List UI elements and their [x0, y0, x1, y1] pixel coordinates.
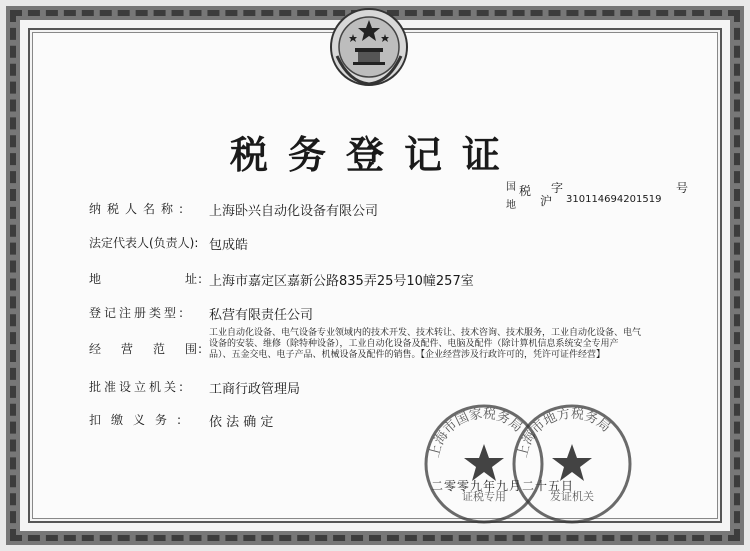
approval-value: 工商行政管理局 — [209, 382, 301, 397]
scope-line: 品）、五金交电、电子产品、机械设备及配件的销售。【企业经营涉及行政许可的，凭许可证件经营】 — [209, 350, 606, 360]
approval-label: 批准设立机关: — [89, 380, 187, 394]
scope-line: 工业自动化设备、电气设备专业领域内的技术开发、技术转让、技术咨询、技术服务，工业自动化设备、电气 — [209, 328, 642, 338]
business-scope-text — [209, 328, 709, 361]
local-tax-seal-center-text: 发证机关 — [550, 490, 594, 503]
duty-value: 依 法 确 定 — [209, 415, 274, 430]
star-icon — [464, 444, 504, 481]
reg-char-zi: 字 — [551, 181, 564, 195]
reg-prefix-guo: 国 — [506, 182, 516, 193]
reg-type-label: 登记注册类型: — [89, 306, 187, 320]
tax-certificate — [6, 6, 744, 545]
scope-label-4: 围: — [185, 342, 204, 356]
reg-char-hu: 沪 — [540, 194, 553, 208]
national-emblem-icon — [329, 6, 409, 88]
scope-label-3: 范 — [153, 342, 167, 356]
star-icon — [552, 444, 592, 481]
scope-label-1: 经 — [89, 342, 103, 356]
local-tax-seal — [510, 402, 634, 526]
local-tax-seal-ring-text: 上海市地方税务局 — [515, 406, 613, 460]
reg-suffix: 号 — [676, 181, 689, 195]
reg-prefix-di: 地 — [506, 200, 516, 211]
duty-label: 扣缴义务: — [89, 413, 192, 427]
taxpayer-name-value: 上海卧兴自动化设备有限公司 — [209, 204, 379, 219]
svg-text:上海市地方税务局 — [515, 407, 613, 460]
issue-date: 二零零九年九月二十五日 — [431, 479, 575, 493]
address-value: 上海市嘉定区嘉新公路835弄25号10幢257室 — [209, 274, 474, 289]
state-tax-seal-ring-text: 上海市国家税务局 — [427, 406, 525, 460]
legal-rep-label: 法定代表人(负责人): — [89, 236, 199, 250]
address-label-2: 址: — [185, 272, 204, 286]
address-label-1: 地 — [89, 272, 103, 286]
legal-rep-value: 包成皓 — [209, 238, 249, 253]
reg-number: 310114694201519 — [566, 194, 662, 205]
page-title: 税务登记证 — [229, 132, 520, 177]
reg-char-shui: 税 — [519, 184, 532, 198]
state-tax-seal-center-text: 证税专用 — [462, 490, 506, 503]
reg-type-value: 私营有限责任公司 — [209, 308, 314, 323]
taxpayer-name-label: 纳税人名称: — [89, 202, 190, 216]
scope-line: 设备的安装、维修（除特种设备），工业自动化设备及配件、电脑及配件（除计算机信息系统安全专用产 — [209, 339, 619, 349]
scope-label-2: 营 — [121, 342, 135, 356]
